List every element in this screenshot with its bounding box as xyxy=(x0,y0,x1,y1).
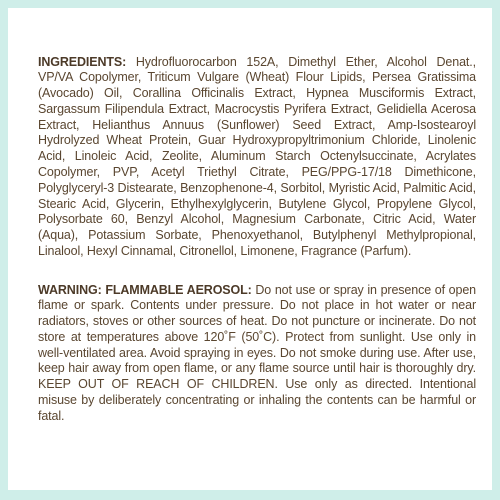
ingredients-paragraph xyxy=(38,55,476,260)
ingredients-list: Hydrofluorocarbon 152A, Dimethyl Ether, Alcohol Denat., VP/VA Copolymer, Triticum Vulgare (Wheat) Flour Lipids, Persea Gratissima (Avocado) Oil, Corallina Officinalis Extract, Hypnea Musciformis Extract, Sargassum Filipendula Extract, Macrocystis Pyrifera Extract, Gelidiella Acerosa Extract, Helianthus Annuus (Sunflower) Seed Extract, Amp-Isostearoyl Hydrolyzed Wheat Protein, Guar Hydroxypropyltrimonium Chloride, Linolenic Acid, Linoleic Acid, Zeolite, Aluminum Starch Octenylsuccinate, Acrylates Copolymer, PVP, Acetyl Triethyl Citrate, PEG/PPG-17/18 Dimethicone, Polyglyceryl-3 Distearate, Benzophenone-4, Sorbitol, Myristic Acid, Palmitic Acid, Stearic Acid, Glycerin, Ethylhexylglycerin, Butylene Glycol, Propylene Glycol, Polysorbate 60, Benzyl Alcohol, Magnesium Carbonate, Citric Acid, Water (Aqua), Potassium Sorbate, Phenoxyethanol, Butylphenyl Methylpropional, Linalool, Hexyl Cinnamal, Citronellol, Limonene, Fragrance (Parfum). xyxy=(38,54,476,259)
warning-heading: WARNING: FLAMMABLE AEROSOL: xyxy=(38,282,252,297)
product-label-panel xyxy=(8,8,492,490)
warning-text: Do not use or spray in presence of open flame or spark. Contents under pressure. Do not place in hot water or near radiators, stoves or other sources of heat. Do not puncture or incinerate. Do not store at temperatures above 120˚F (50˚C). Protect from sunlight. Use only in well-ventilated area. Avoid spraying in eyes. Do not smoke during use. After use, keep hair away from open flame, or any flame source until hair is thoroughly dry. KEEP OUT OF REACH OF CHILDREN. Use only as directed. Intentional misuse by deliberately concentrating or inhaling the contents can be harmful or fatal. xyxy=(38,282,476,423)
warning-paragraph xyxy=(38,283,476,425)
ingredients-heading: INGREDIENTS: xyxy=(38,54,127,69)
frame-right-border xyxy=(492,0,500,500)
frame-bottom-border xyxy=(0,490,500,500)
frame-left-border xyxy=(0,0,8,500)
frame-top-border xyxy=(0,0,500,8)
